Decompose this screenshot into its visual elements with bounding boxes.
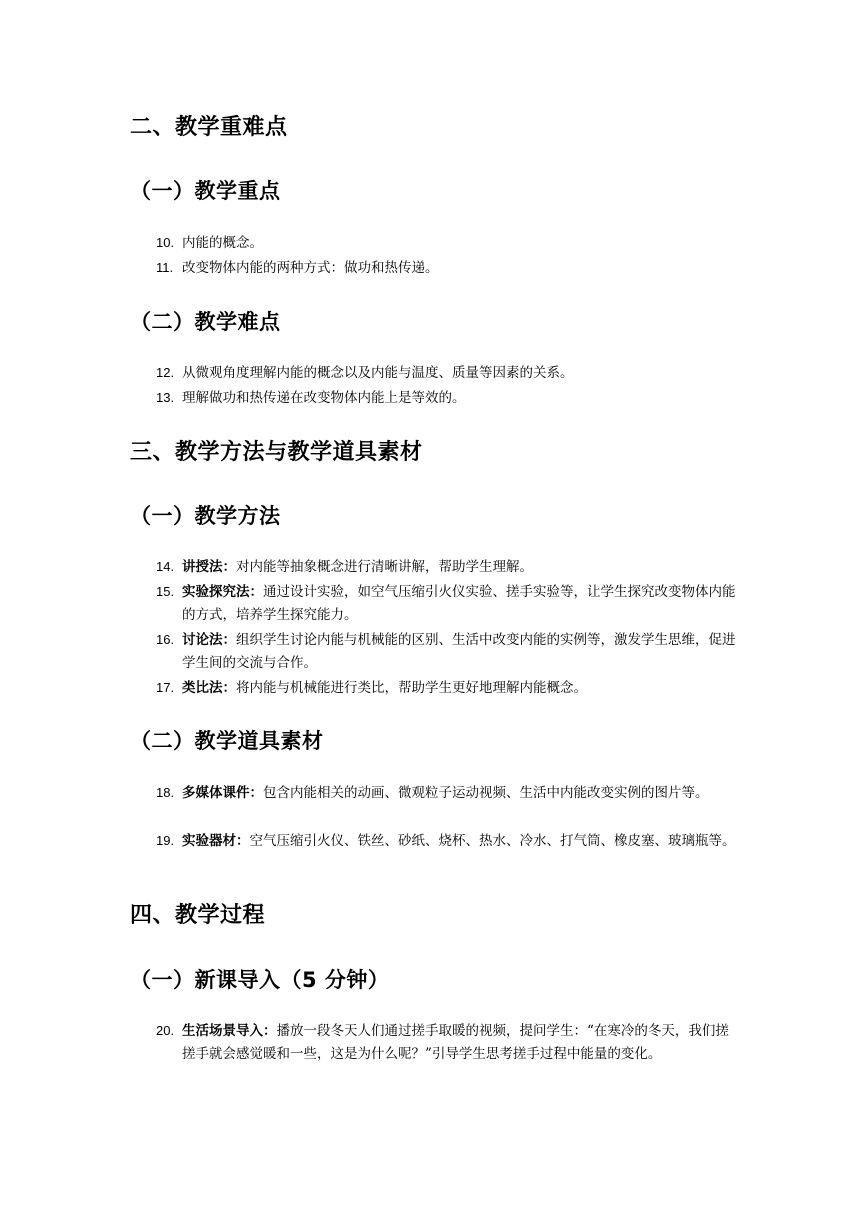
list-number: 20.	[156, 1023, 175, 1038]
list-item	[156, 782, 736, 805]
subsection-title-materials: （二）教学道具素材	[130, 729, 324, 753]
list-number: 10.	[156, 235, 175, 250]
list-text: 播放一段冬天人们通过搓手取暖的视频，提问学生：“在寒冷的冬天，我们搓搓手就会感觉暖和一些，这是为什么呢？”引导学生思考搓手过程中能量的变化。	[182, 1023, 729, 1062]
list-number: 14.	[156, 559, 175, 574]
list-term: 实验器材：	[182, 833, 250, 849]
subsection-title-key-points: （一）教学重点	[130, 179, 281, 203]
list-text: 将内能与机械能进行类比，帮助学生更好地理解内能概念。	[236, 680, 587, 696]
list-text: 理解做功和热传递在改变物体内能上是等效的。	[182, 390, 466, 406]
list-text: 包含内能相关的动画、微观粒子运动视频、生活中内能改变实例的图片等。	[263, 785, 709, 801]
list-number: 16.	[156, 632, 175, 647]
list-text: 内能的概念。	[182, 235, 263, 251]
list-text: 组织学生讨论内能与机械能的区别、生活中改变内能的实例等，激发学生思维，促进学生间的交流与合作。	[182, 632, 736, 671]
list-text: 空气压缩引火仪、铁丝、砂纸、烧杯、热水、冷水、打气筒、橡皮塞、玻璃瓶等。	[249, 833, 736, 849]
list-number: 17.	[156, 680, 175, 695]
list-item	[156, 629, 736, 674]
list-number: 15.	[156, 584, 175, 599]
list-term: 多媒体课件：	[182, 785, 263, 801]
list-item	[156, 556, 736, 579]
list-item	[156, 232, 736, 255]
list-term: 讲授法：	[182, 559, 236, 575]
list-text: 改变物体内能的两种方式：做功和热传递。	[182, 260, 439, 276]
list-item	[156, 677, 736, 700]
section-title-teaching-process: 四、教学过程	[130, 903, 266, 928]
list-item	[156, 387, 736, 410]
section-title-key-difficult-points: 二、教学重难点	[130, 115, 288, 140]
list-text: 从微观角度理解内能的概念以及内能与温度、质量等因素的关系。	[182, 365, 574, 381]
section-title-methods-materials: 三、教学方法与教学道具素材	[130, 440, 423, 465]
list-item	[156, 362, 736, 385]
list-item	[156, 257, 736, 280]
subsection-title-methods: （一）教学方法	[130, 504, 281, 528]
list-term: 实验探究法：	[182, 584, 263, 600]
list-number: 12.	[156, 365, 175, 380]
list-number: 13.	[156, 390, 175, 405]
list-number: 18.	[156, 785, 175, 800]
list-item	[156, 581, 736, 626]
subsection-title-difficult-points: （二）教学难点	[130, 310, 281, 334]
list-item	[156, 830, 736, 853]
list-text: 对内能等抽象概念进行清晰讲解，帮助学生理解。	[236, 559, 533, 575]
list-item	[156, 1020, 736, 1065]
list-number: 19.	[156, 833, 175, 848]
list-number: 11.	[156, 260, 174, 275]
list-text: 通过设计实验，如空气压缩引火仪实验、搓手实验等，让学生探究改变物体内能的方式，培养学生探究能力。	[182, 584, 736, 623]
list-term: 讨论法：	[182, 632, 236, 648]
list-term: 生活场景导入：	[182, 1023, 277, 1039]
subsection-title-introduction: （一）新课导入（5 分钟）	[130, 968, 390, 992]
list-term: 类比法：	[182, 680, 236, 696]
